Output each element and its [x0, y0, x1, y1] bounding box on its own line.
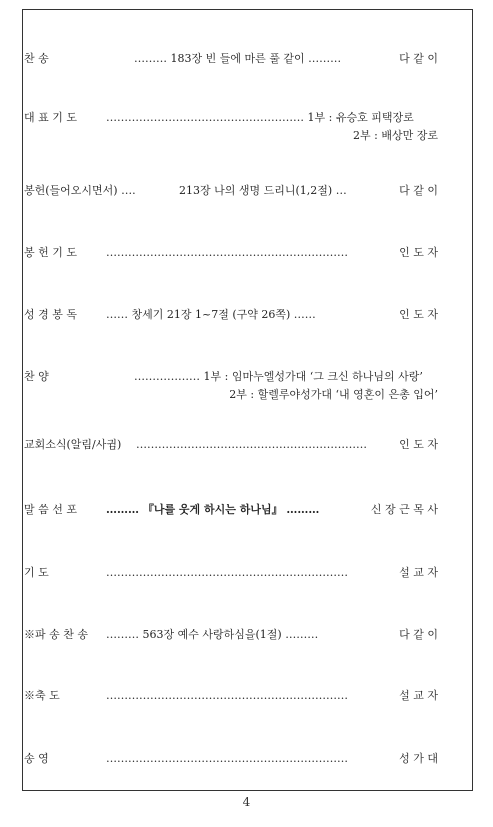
order-label: 찬 양: [24, 370, 49, 383]
order-sub: 2부 : 할렐루야성가대 ‘내 영혼이 은총 입어’: [229, 388, 438, 401]
order-leader: 다 같 이: [399, 184, 438, 197]
order-label: 성 경 봉 독: [24, 308, 77, 321]
order-leader: 신 장 근 목 사: [370, 503, 438, 516]
order-label: 대 표 기 도: [24, 111, 77, 124]
order-label: 봉 헌 기 도: [24, 246, 77, 259]
order-content: …………………………………………………………: [106, 752, 348, 765]
order-content: ……… 183장 빈 들에 마른 풀 같이 ………: [134, 52, 342, 65]
order-label: 기 도: [24, 566, 49, 579]
order-content: …………………………………………………………: [106, 566, 348, 579]
order-content: ……… 563장 예수 사랑하심을(1절) ………: [106, 628, 319, 641]
order-leader: 성 가 대: [399, 752, 438, 765]
order-content: ……………… 1부 : 임마누엘성가대 ‘그 크신 하나님의 사랑’: [134, 370, 423, 383]
order-content: ……………………………………………… 1부 : 유승호 피택장로: [106, 111, 414, 124]
order-leader: 설 교 자: [399, 566, 438, 579]
order-label: ※파 송 찬 송: [24, 628, 88, 641]
order-leader: 설 교 자: [399, 689, 438, 702]
order-sub: 2부 : 배상만 장로: [353, 129, 438, 142]
order-leader: 인 도 자: [399, 246, 438, 259]
order-content: …………………………………………………………: [106, 689, 348, 702]
order-leader: 다 같 이: [399, 52, 438, 65]
order-content: …… 창세기 21장 1~7절 (구약 26쪽) ……: [106, 308, 316, 321]
order-label: 봉헌(들어오시면서) ….: [24, 184, 136, 197]
order-content: …………………………………………………………: [106, 246, 348, 259]
order-leader: 인 도 자: [399, 308, 438, 321]
order-content: ………………………………………………………: [136, 438, 367, 451]
order-label: 송 영: [24, 752, 49, 765]
order-leader: 인 도 자: [399, 438, 438, 451]
order-label: 찬 송: [24, 52, 49, 65]
order-content: 213장 나의 생명 드리니(1,2절) …: [179, 184, 347, 197]
sermon-title: ……… 『나를 웃게 하시는 하나님』 ………: [106, 503, 320, 516]
order-label: 말 씀 선 포: [24, 503, 77, 516]
order-label: 교회소식(알림/사귐): [24, 438, 122, 451]
page-number: 4: [242, 795, 251, 809]
order-leader: 다 같 이: [399, 628, 438, 641]
order-label: ※축 도: [24, 689, 60, 702]
